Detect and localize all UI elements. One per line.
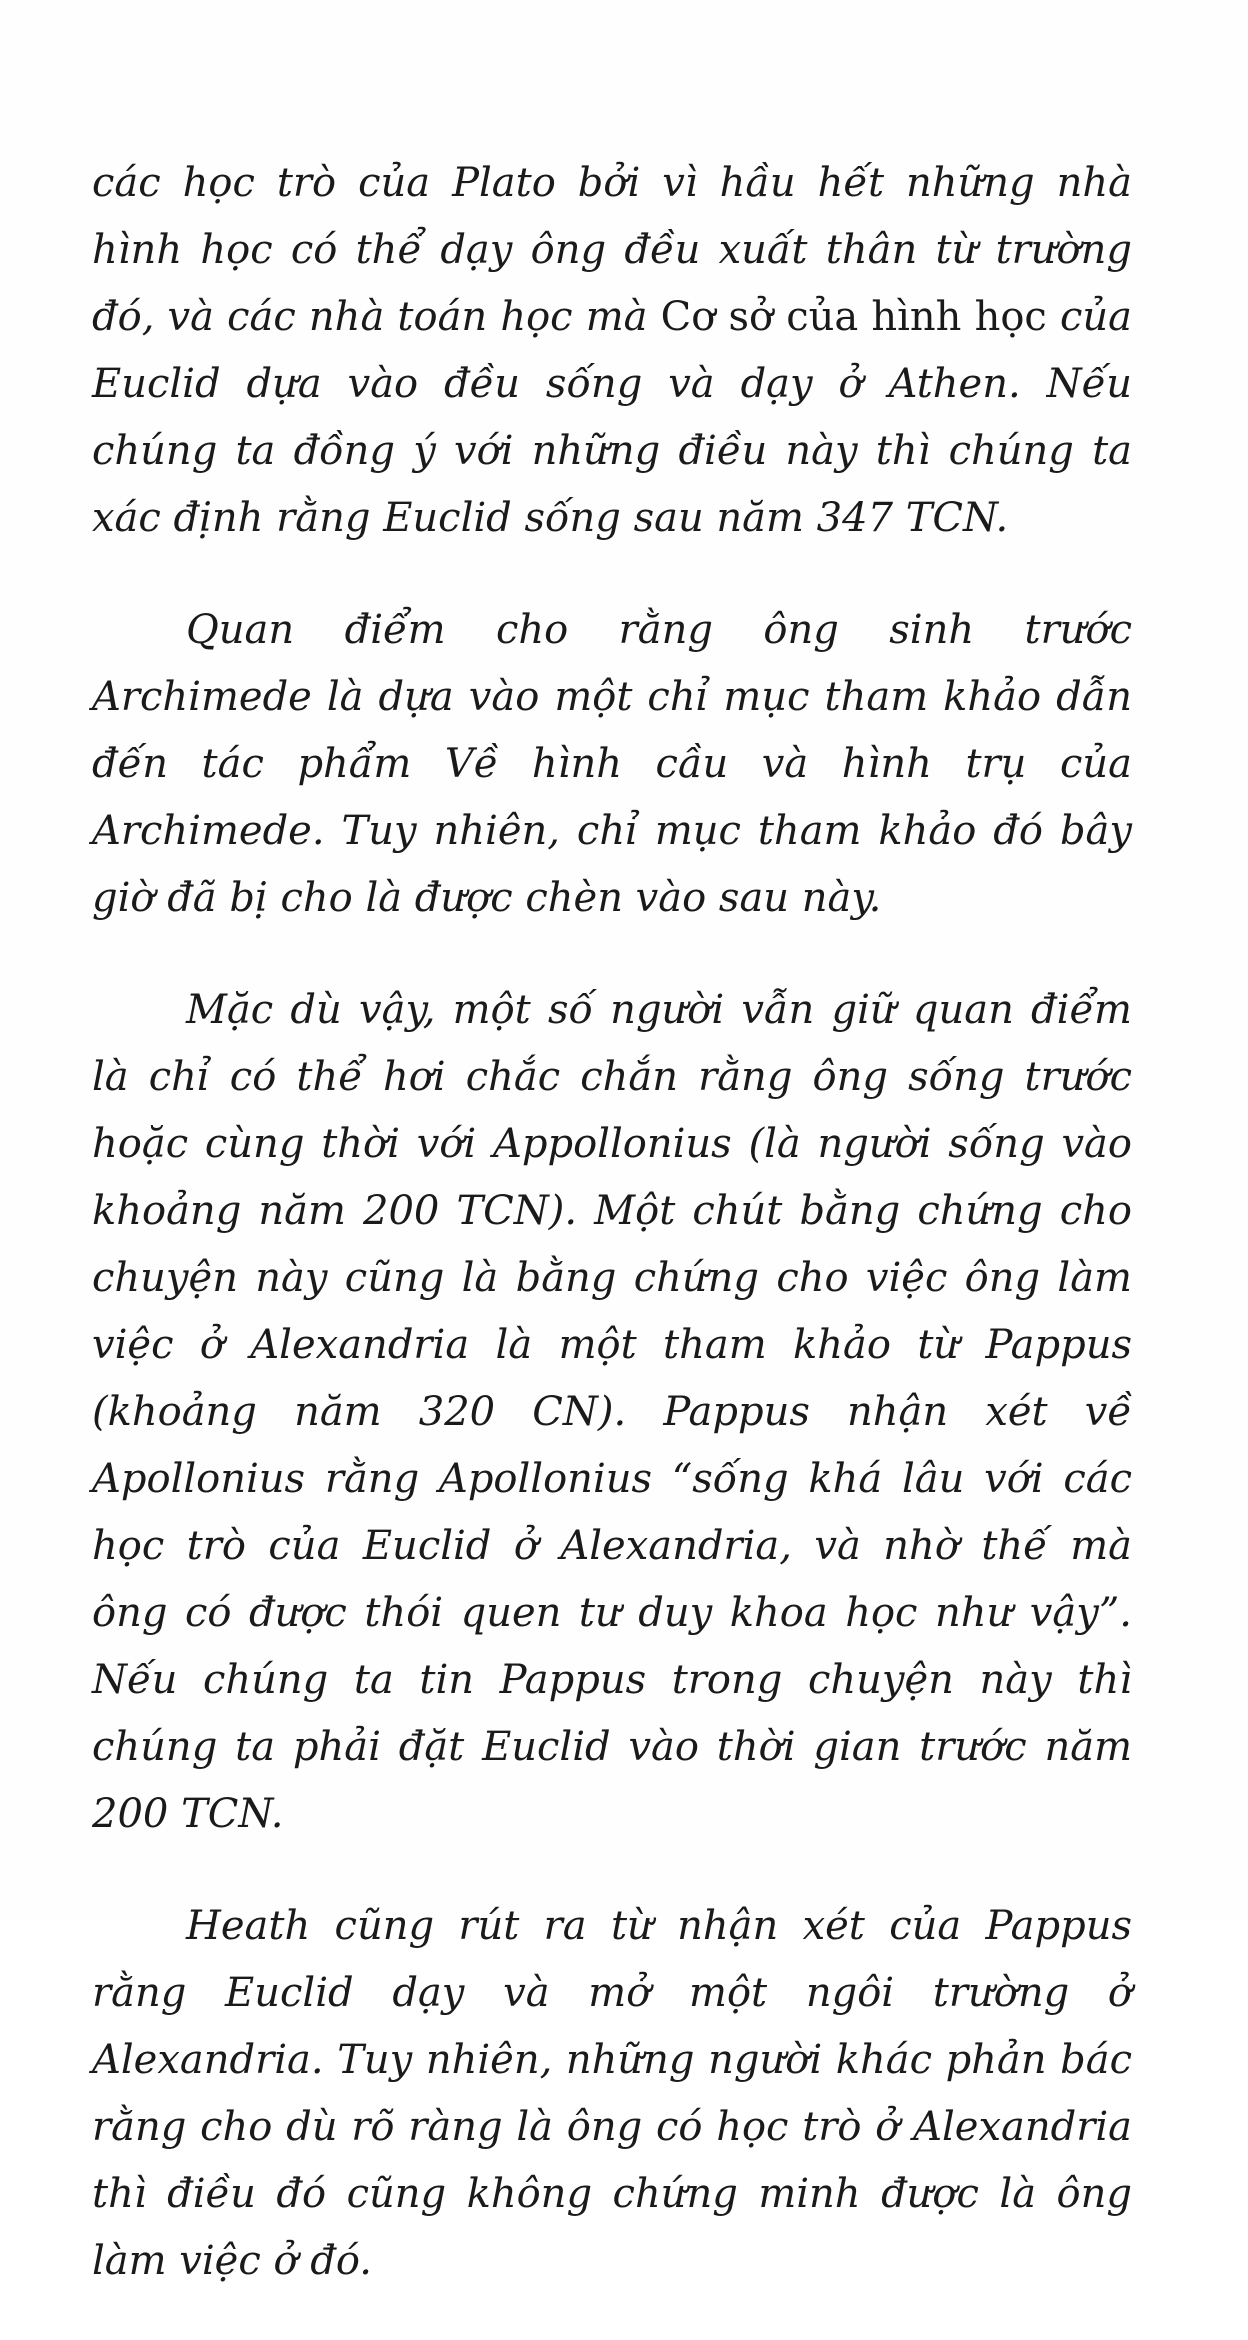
book-title-text: Cơ sở của hình học [660,294,1047,340]
paragraph-3-text: Mặc dù vậy, một số người vẫn giữ quan điểm là chỉ có thể hơi chắc chắn rằng ông sống trước hoặc cùng thời với Appollonius (là người sống vào khoảng năm 200 TCN). Một chút bằng chứng cho chuyện này cũng là bằng chứng cho việc ông làm việc ở Alexandria là một tham khảo từ Pappus (khoảng năm 320 CN). Pappus nhận xét về Apollonius rằng Apollonius “sống khá lâu với các học trò của Euclid ở Alexandria, và nhờ thế mà ông có được thói quen tư duy khoa học như vậy”. Nếu chúng ta tin Pappus trong chuyện này thì chúng ta phải đặt Euclid vào thời gian trước năm 200 TCN. [92,987,1132,1837]
paragraph-1-text: các học trò của Plato bởi vì hầu hết những nhà hình học có thể dạy ông đều xuất thân từ trường đó, và các nhà toán học mà [92,160,1132,340]
paragraph-4 [92,1893,1132,2295]
body-text [92,150,1132,2340]
paragraph-1 [92,150,1132,552]
paragraph-2-text: Quan điểm cho rằng ông sinh trước Archimede là dựa vào một chỉ mục tham khảo dẫn đến tác phẩm Về hình cầu và hình trụ của Archimede. Tuy nhiên, chỉ mục tham khảo đó bây giờ đã bị cho là được chèn vào sau này. [92,607,1132,921]
paragraph-3 [92,977,1132,1848]
paragraph-1-text-cont: của Euclid dựa vào đều sống và dạy ở Athen. Nếu chúng ta đồng ý với những điều này thì chúng ta xác định rằng Euclid sống sau năm 347 TCN. [92,294,1132,541]
paragraph-4-text: Heath cũng rút ra từ nhận xét của Pappus rằng Euclid dạy và mở một ngôi trường ở Alexandria. Tuy nhiên, những người khác phản bác rằng cho dù rõ ràng là ông có học trò ở Alexandria thì điều đó cũng không chứng minh được là ông làm việc ở đó. [92,1903,1132,2284]
paragraph-2 [92,597,1132,932]
